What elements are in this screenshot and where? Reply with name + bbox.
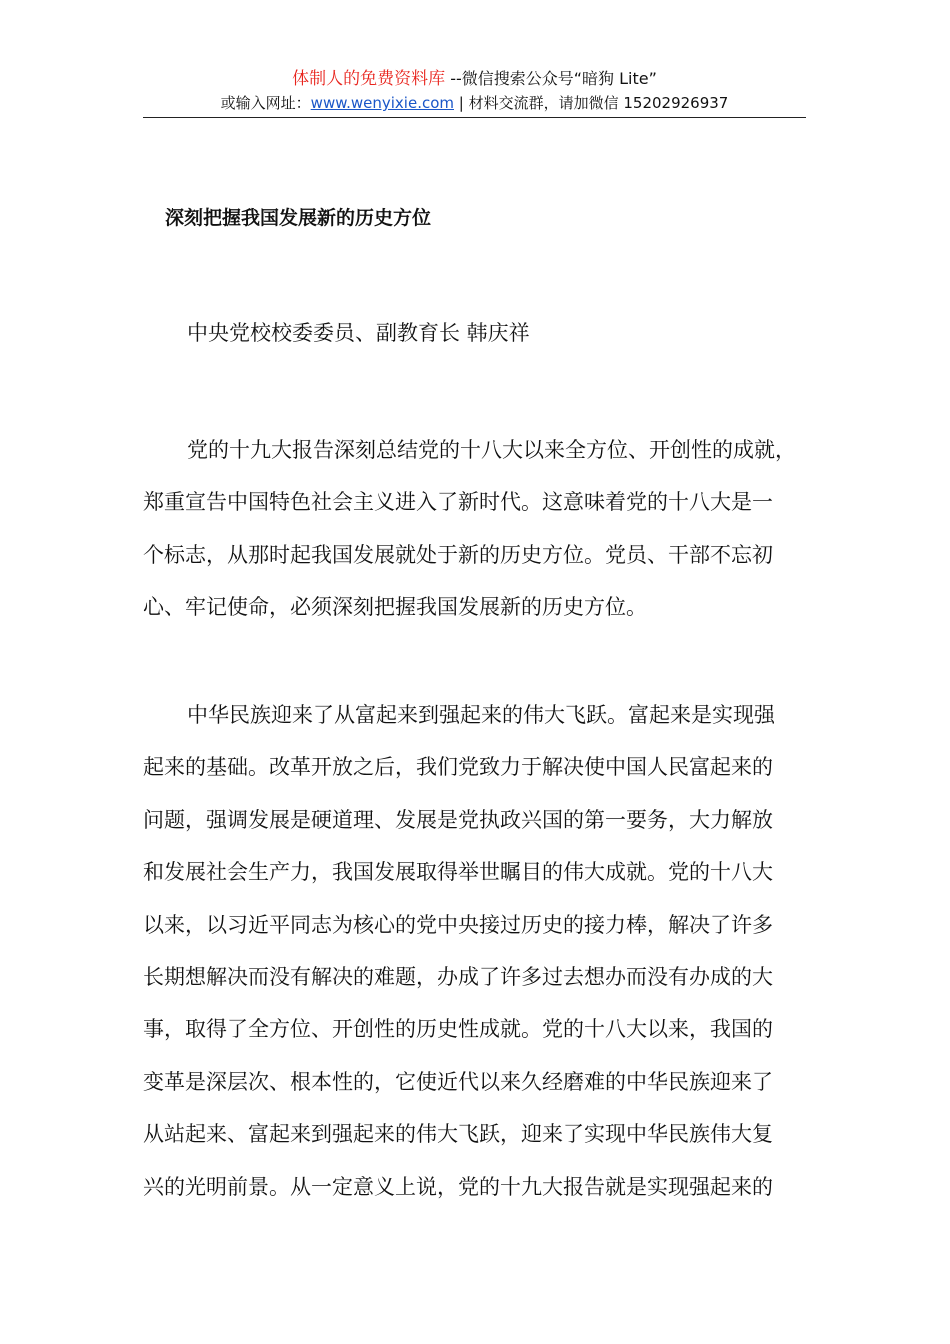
header-divider xyxy=(143,117,806,118)
paragraph-line: 兴的光明前景。从一定意义上说，党的十九大报告就是实现强起来的 xyxy=(143,1174,773,1199)
paragraph-line: 心、牢记使命，必须深刻把握我国发展新的历史方位。 xyxy=(143,595,647,620)
header-line-2 xyxy=(143,92,806,114)
paragraph-line: 个标志，从那时起我国发展就处于新的历史方位。党员、干部不忘初 xyxy=(143,542,773,567)
url-suffix: | 材料交流群，请加微信 15202926937 xyxy=(454,94,729,112)
paragraph-1 xyxy=(143,435,806,645)
website-link[interactable]: www.wenyixie.com xyxy=(310,94,454,112)
paragraph-line: 事，取得了全方位、开创性的历史性成就。党的十八大以来，我国的 xyxy=(143,1017,773,1042)
article-title: 深刻把握我国发展新的历史方位 xyxy=(165,207,432,229)
paragraph-line: 以来，以习近平同志为核心的党中央接过历史的接力棒，解决了许多 xyxy=(143,912,773,937)
page-header xyxy=(143,68,806,114)
brand-suffix: --微信搜索公众号“暗狗 Lite” xyxy=(445,69,657,88)
paragraph-line: 从站起来、富起来到强起来的伟大飞跃，迎来了实现中华民族伟大复 xyxy=(143,1122,773,1147)
brand-name: 体制人的免费资料库 xyxy=(292,69,446,89)
header-line-1 xyxy=(143,68,806,90)
paragraph-line: 和发展社会生产力，我国发展取得举世瞩目的伟大成就。党的十八大 xyxy=(143,860,773,885)
paragraph-2 xyxy=(143,700,806,1224)
article-author: 中央党校校委委员、副教育长 韩庆祥 xyxy=(187,321,530,345)
paragraph-line: 问题，强调发展是硬道理、发展是党执政兴国的第一要务，大力解放 xyxy=(143,807,773,832)
paragraph-line: 郑重宣告中国特色社会主义进入了新时代。这意味着党的十八大是一 xyxy=(143,490,773,515)
paragraph-line: 长期想解决而没有解决的难题，办成了许多过去想办而没有办成的大 xyxy=(143,964,773,989)
url-prefix: 或输入网址： xyxy=(220,94,311,112)
paragraph-line: 党的十九大报告深刻总结党的十八大以来全方位、开创性的成就， xyxy=(187,438,796,462)
paragraph-line: 中华民族迎来了从富起来到强起来的伟大飞跃。富起来是实现强 xyxy=(187,703,775,727)
paragraph-line: 变革是深层次、根本性的，它使近代以来久经磨难的中华民族迎来了 xyxy=(143,1069,773,1094)
paragraph-line: 起来的基础。改革开放之后，我们党致力于解决使中国人民富起来的 xyxy=(143,755,773,780)
